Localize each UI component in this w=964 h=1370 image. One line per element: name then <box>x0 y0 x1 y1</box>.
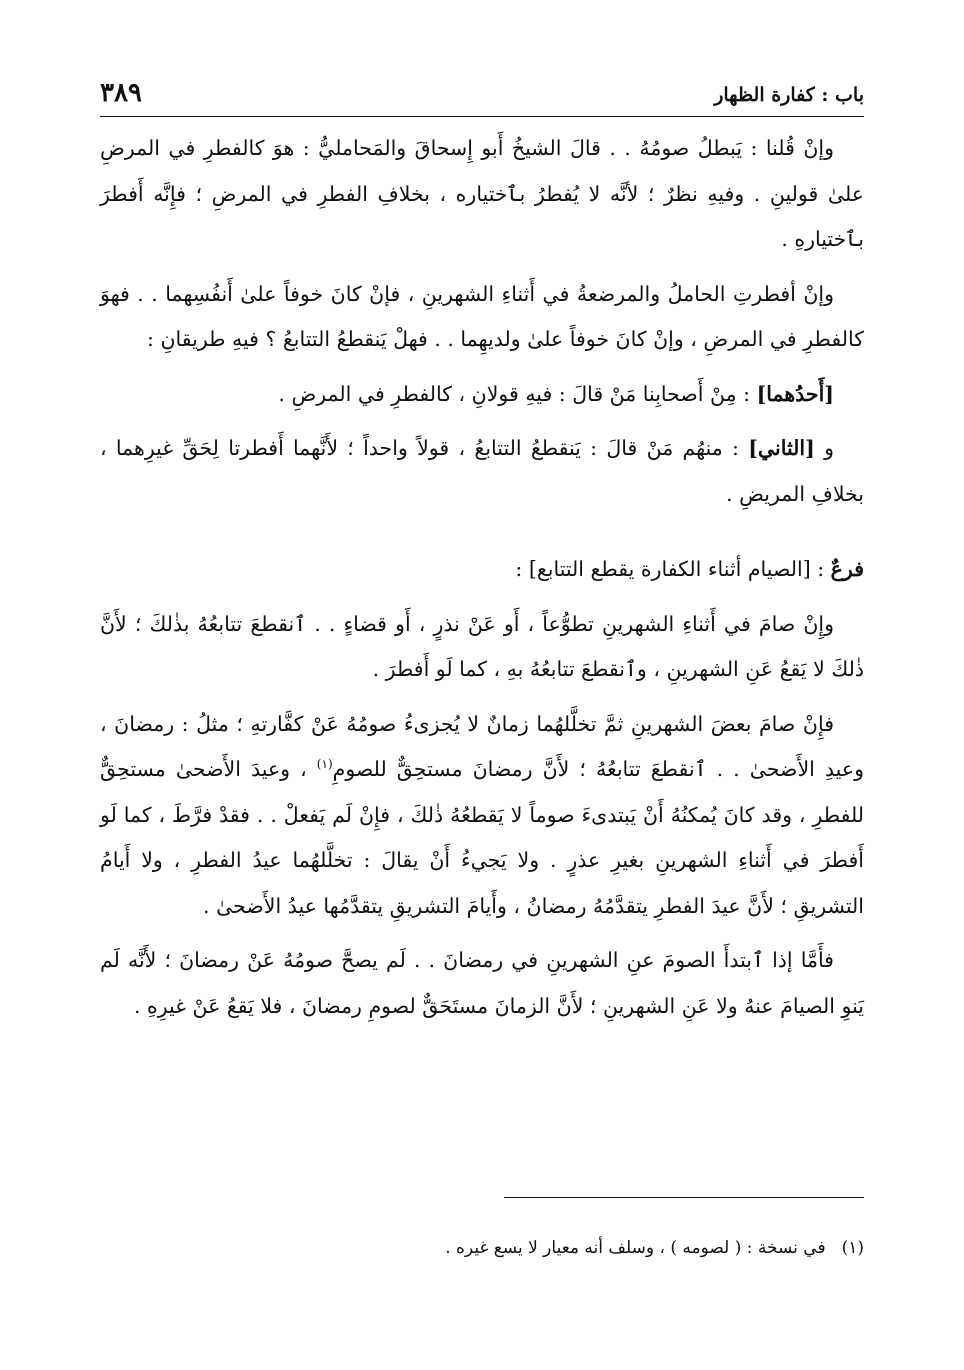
paragraph-second-way <box>100 426 864 517</box>
paragraph-6-part-b: ، وعيدَ الأَضحىٰ مستحِقٌّ للفطرِ ، وقد كانَ يُمكنُهُ أَنْ يَبتدىءَ صوماً لا يَقطعُهُ ذٰلكَ ، فإِنْ لَم يَفعلْ . . فقدْ فرَّطَ ، كما لَو أَفطرَ في أَثناءِ الشهرينِ بغيرِ عذرٍ . ولا يَجيءُ أَنْ يقالَ : تخلَّلهُما عيدُ الفطرِ ، ولا أَيامُ التشريقِ ؛ لأَنَّ عيدَ الفطرِ يتقدَّمُهُ رمضانُ ، وأَيامَ التشريقِ يتقدَّمُها عيدُ الأَضحىٰ . <box>100 757 864 918</box>
paragraph-1: وإنْ قُلنا : يَبطلُ صومُهُ . . قالَ الشيخُ أَبو إِسحاقَ والمَحامليُّ : هوَ كالفطرِ في المرضِ علىٰ قولينِ . وفيهِ نظرٌ ؛ لأنَّه لا يُفطرُ بٱختياره ، بخلافِ الفطرِ في المرضِ ؛ فإِنَّه أَفطرَ بٱختيارهِ . <box>100 136 864 251</box>
paragraph-first-way <box>100 372 864 418</box>
footnote-number: (١) <box>841 1238 864 1258</box>
first-way-text: : مِنْ أَصحابِنا مَنْ قالَ : فيهِ قولانِ ، كالفطرِ في المرضِ . <box>278 381 757 406</box>
footnote-divider <box>504 1197 864 1198</box>
branch-title: : [الصيام أثناء الكفارة يقطع التتابع] : <box>515 557 831 581</box>
footnote-reference: (١) <box>316 757 333 772</box>
footnote <box>100 1233 864 1263</box>
second-way-label: [الثاني] <box>748 436 815 460</box>
second-way-text: : منهُم مَنْ قالَ : يَنقطعُ التتابعُ ، قولاً واحداً ؛ لأَنَّهما أَفطرتا لِحَقِّ غيرِهما ، بخلافِ المريضِ . <box>100 436 864 506</box>
page-header <box>100 78 864 117</box>
first-way-label: [أَحدُهما] <box>756 381 834 406</box>
branch-heading <box>100 547 864 593</box>
paragraph-5: وإِنْ صامَ في أَثناءِ الشهرينِ تطوُّعاً ، أَو عَنْ نذرٍ ، أَو قضاءٍ . . ٱنقطعَ تتابعُهُ بذٰلكَ ؛ لأَنَّ ذٰلكَ لا يَقعُ عَنِ الشهرينِ ، وٱنقطعَ تتابعُهُ بهِ ، كما لَو أَفطرَ . <box>100 611 864 681</box>
paragraph-7: فأَمَّا إذا ٱبتدأَ الصومَ عنِ الشهرينِ في رمضانَ . . لَم يصحَّ صومُهُ عَنْ رمضانَ ؛ لأَنَّه لَم يَنوِ الصيامَ عنهُ ولا عَنِ الشهرينِ ؛ لأَنَّ الزمانَ مستَحَقٌّ لصومِ رمضانَ ، فلا يَقعُ عَنْ غيرِهِ . <box>100 948 864 1018</box>
branch-label: فرعٌ <box>830 557 864 581</box>
running-title: باب : كفارة الظهار <box>714 84 864 106</box>
paragraph-6-part-a: فإِنْ صامَ بعضَ الشهرينِ ثمَّ تخلَّلهُما زمانٌ لا يُجزىءُ صومُهُ عَنْ كفَّارتهِ ؛ مثلُ : رمضانَ ، وعيدِ الأَضحىٰ . . ٱنقطعَ تتابعُهُ ؛ لأَنَّ رمضانَ مستحِقٌّ للصومِ <box>100 711 864 781</box>
page-number: ٣٨٩ <box>100 78 142 108</box>
paragraph-2: وإنْ أفطرتِ الحاملُ والمرضعةُ في أَثناءِ الشهرينِ ، فإنْ كانَ خوفاً علىٰ أَنفُسِهما . . فهوَ كالفطرِ في المرضِ ، وإنْ كانَ خوفاً علىٰ ولديهِما . . فهلْ يَنقطعُ التتابعُ ؟ فيهِ طريقانِ : <box>100 281 864 351</box>
main-text <box>100 126 864 1038</box>
footnote-text: في نسخة : ( لصومه ) ، وسلف أنه معيار لا يسع غيره . <box>445 1238 826 1258</box>
paragraph-6 <box>100 702 864 930</box>
second-way-prefix: و <box>814 436 834 460</box>
